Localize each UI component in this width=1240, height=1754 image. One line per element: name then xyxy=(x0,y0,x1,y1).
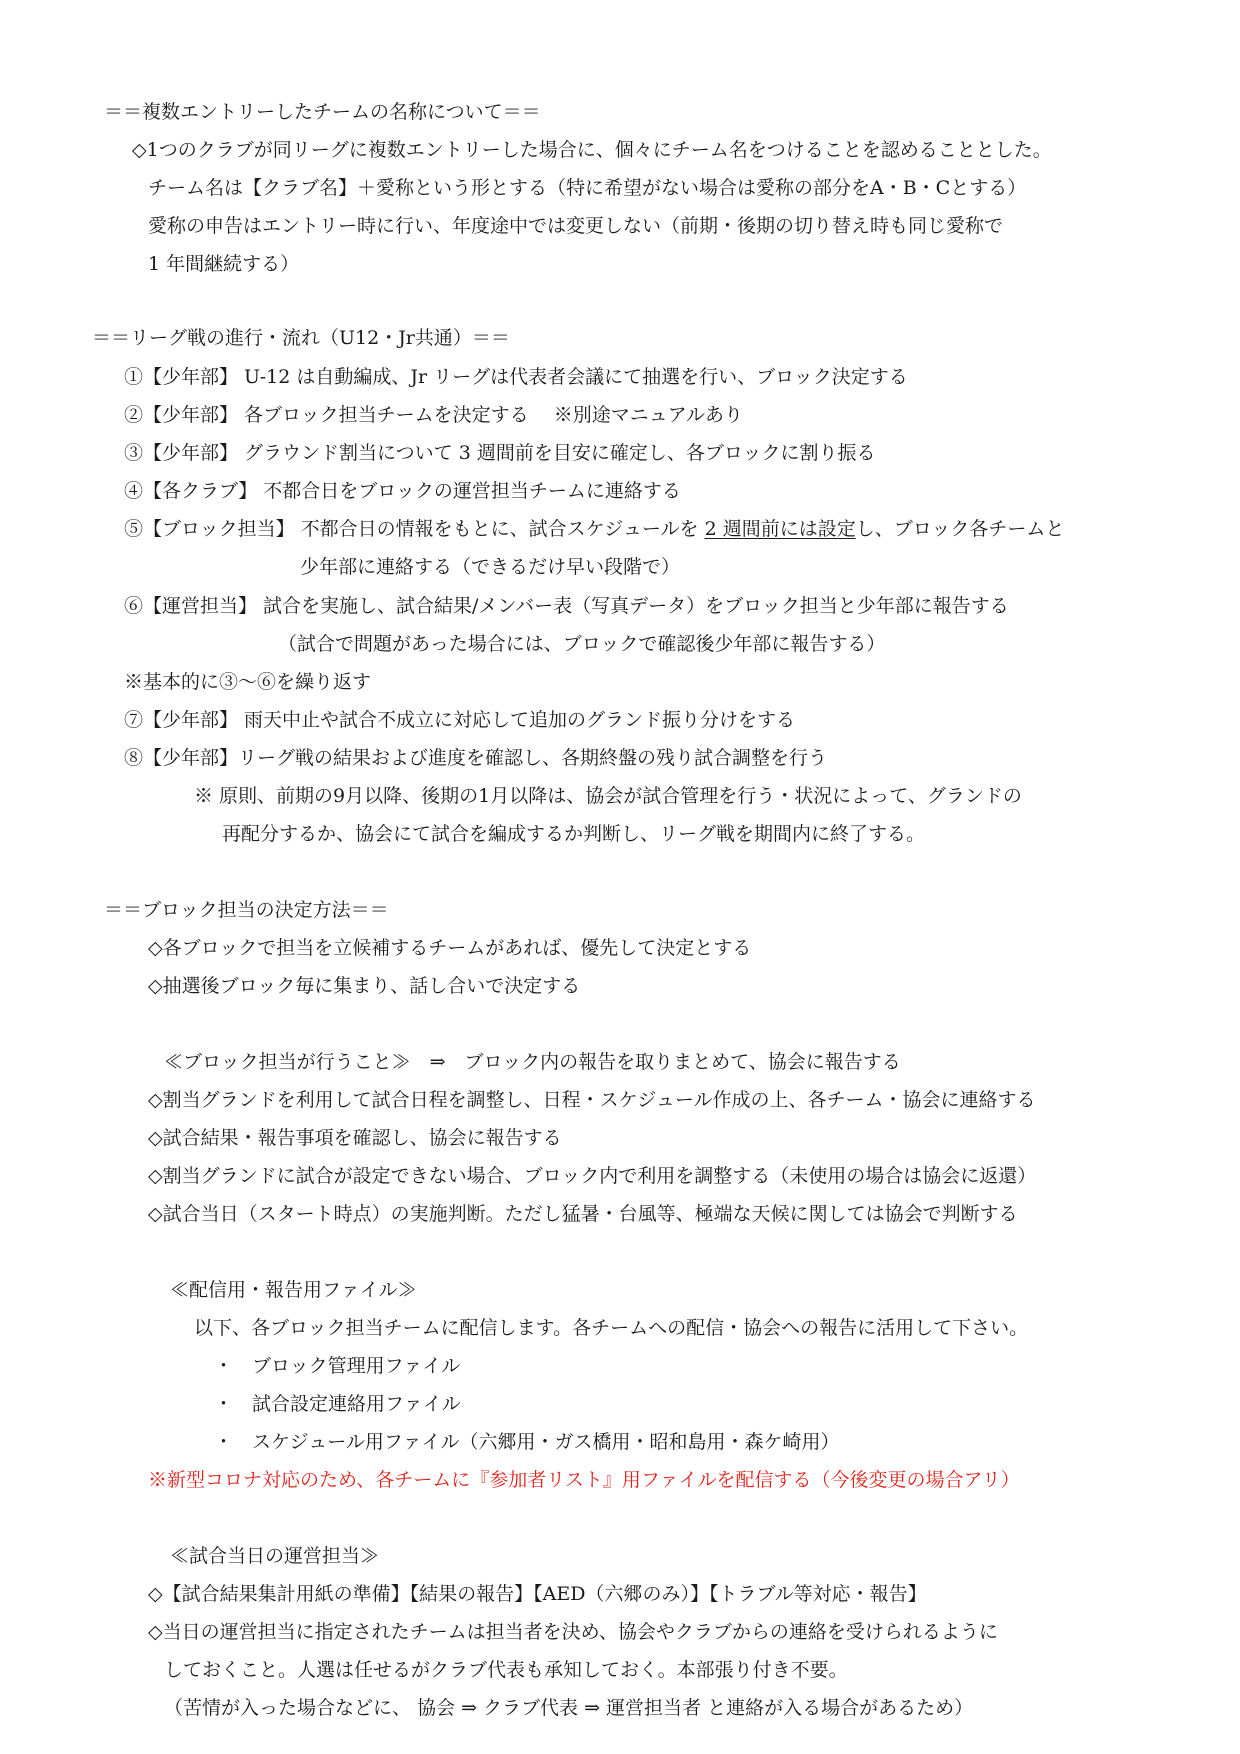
flow-step-1: ①【少年部】 U-12 は自動編成、Jr リーグは代表者会議にて抽選を行い、ブロック決定する xyxy=(124,366,908,388)
section-heading-team-names: ＝＝複数エントリーしたチームの名称について＝＝ xyxy=(104,101,541,123)
file-item-3: ・ スケジュール用ファイル（六郷用・ガス橋用・昭和島用・森ケ崎用） xyxy=(214,1431,840,1453)
flow-step-6: ⑥【運営担当】 試合を実施し、試合結果/メンバー表（写真データ）をブロック担当と少年部に報告する xyxy=(124,595,1009,617)
block-selection-line-1: ◇各ブロックで担当を立候補するチームがあれば、優先して決定とする xyxy=(148,937,752,959)
flow-step-2: ②【少年部】 各ブロック担当チームを決定する ※別途マニュアルあり xyxy=(124,404,743,426)
block-duties-heading: ≪ブロック担当が行うこと≫ ⇒ ブロック内の報告を取りまとめて、協会に報告する xyxy=(164,1051,901,1073)
covid-notice: ※新型コロナ対応のため、各チームに『参加者リスト』用ファイルを配信する（今後変更の場合アリ） xyxy=(148,1469,1020,1491)
team-names-line-3: 愛称の申告はエントリー時に行い、年度途中では変更しない（前期・後期の切り替え時も同じ愛称で xyxy=(148,215,1004,237)
team-names-line-2: チーム名は【クラブ名】＋愛称という形とする（特に希望がない場合は愛称の部分をA・B・Cとする） xyxy=(148,177,1027,199)
flow-step-5-part-b: し、ブロック各チームと xyxy=(855,518,1065,540)
flow-step-7: ⑦【少年部】 雨天中止や試合不成立に対応して追加のグランド振り分けをする xyxy=(124,709,796,731)
flow-note-line-2: 再配分するか、協会にて試合を編成するか判断し、リーグ戦を期間内に終了する。 xyxy=(222,823,926,845)
flow-step-5 xyxy=(124,517,1064,541)
match-day-line-1: ◇【試合結果集計用紙の準備】【結果の報告】【AED（六郷のみ）】【トラブル等対応・報告】 xyxy=(148,1583,927,1605)
flow-step-3: ③【少年部】 グラウンド割当について 3 週間前を目安に確定し、各ブロックに割り振る xyxy=(124,442,876,464)
team-names-line-1: ◇1つのクラブが同リーグに複数エントリーした場合に、個々にチーム名をつけることを認めることとした。 xyxy=(132,139,1052,161)
block-duty-1: ◇割当グランドを利用して試合日程を調整し、日程・スケジュール作成の上、各チーム・協会に連絡する xyxy=(148,1089,1036,1111)
match-day-line-3: しておくこと。人選は任せるがクラブ代表も承知しておく。本部張り付き不要。 xyxy=(164,1659,848,1681)
match-day-heading: ≪試合当日の運営担当≫ xyxy=(170,1545,380,1567)
block-duty-3: ◇割当グランドに試合が設定できない場合、ブロック内で利用を調整する（未使用の場合は協会に返還） xyxy=(148,1165,1037,1187)
flow-step-5-part-a: ⑤【ブロック担当】 不都合日の情報をもとに、試合スケジュールを xyxy=(124,518,705,540)
files-intro: 以下、各ブロック担当チームに配信します。各チームへの配信・協会への報告に活用して下さい。 xyxy=(194,1317,1029,1339)
flow-step-4: ④【各クラブ】 不都合日をブロックの運営担当チームに連絡する xyxy=(124,480,681,502)
match-day-line-2: ◇当日の運営担当に指定されたチームは担当者を決め、協会やクラブからの連絡を受けられるように xyxy=(148,1621,998,1643)
flow-step-8: ⑧【少年部】リーグ戦の結果および進度を確認し、各期終盤の残り試合調整を行う xyxy=(124,747,828,769)
flow-step-5-underlined: 2 週間前には設定 xyxy=(704,518,856,540)
file-item-1: ・ ブロック管理用ファイル xyxy=(214,1355,461,1377)
file-item-2: ・ 試合設定連絡用ファイル xyxy=(214,1393,461,1415)
section-heading-block-selection: ＝＝ブロック担当の決定方法＝＝ xyxy=(104,899,389,921)
match-day-line-4: （苦情が入った場合などに、 協会 ⇒ クラブ代表 ⇒ 運営担当者 と連絡が入る場合があるため） xyxy=(164,1697,974,1719)
block-duty-2: ◇試合結果・報告事項を確認し、協会に報告する xyxy=(148,1127,562,1149)
section-heading-league-flow: ＝＝リーグ戦の進行・流れ（U12・Jr共通）＝＝ xyxy=(92,327,510,349)
team-names-line-4: 1 年間継続する） xyxy=(148,253,300,275)
files-heading: ≪配信用・報告用ファイル≫ xyxy=(170,1279,417,1301)
flow-repeat-note: ※基本的に③～⑥を繰り返す xyxy=(124,671,372,693)
flow-step-6-continued: （試合で問題があった場合には、ブロックで確認後少年部に報告する） xyxy=(278,633,886,655)
block-selection-line-2: ◇抽選後ブロック毎に集まり、話し合いで決定する xyxy=(148,975,581,997)
flow-note-line-1: ※ 原則、前期の9月以降、後期の1月以降は、協会が試合管理を行う・状況によって、グランドの xyxy=(194,785,1022,807)
flow-step-5-continued: 少年部に連絡する（できるだけ早い段階で） xyxy=(300,556,681,578)
block-duty-4: ◇試合当日（スタート時点）の実施判断。ただし猛暑・台風等、極端な天候に関しては協会で判断する xyxy=(148,1203,1018,1225)
